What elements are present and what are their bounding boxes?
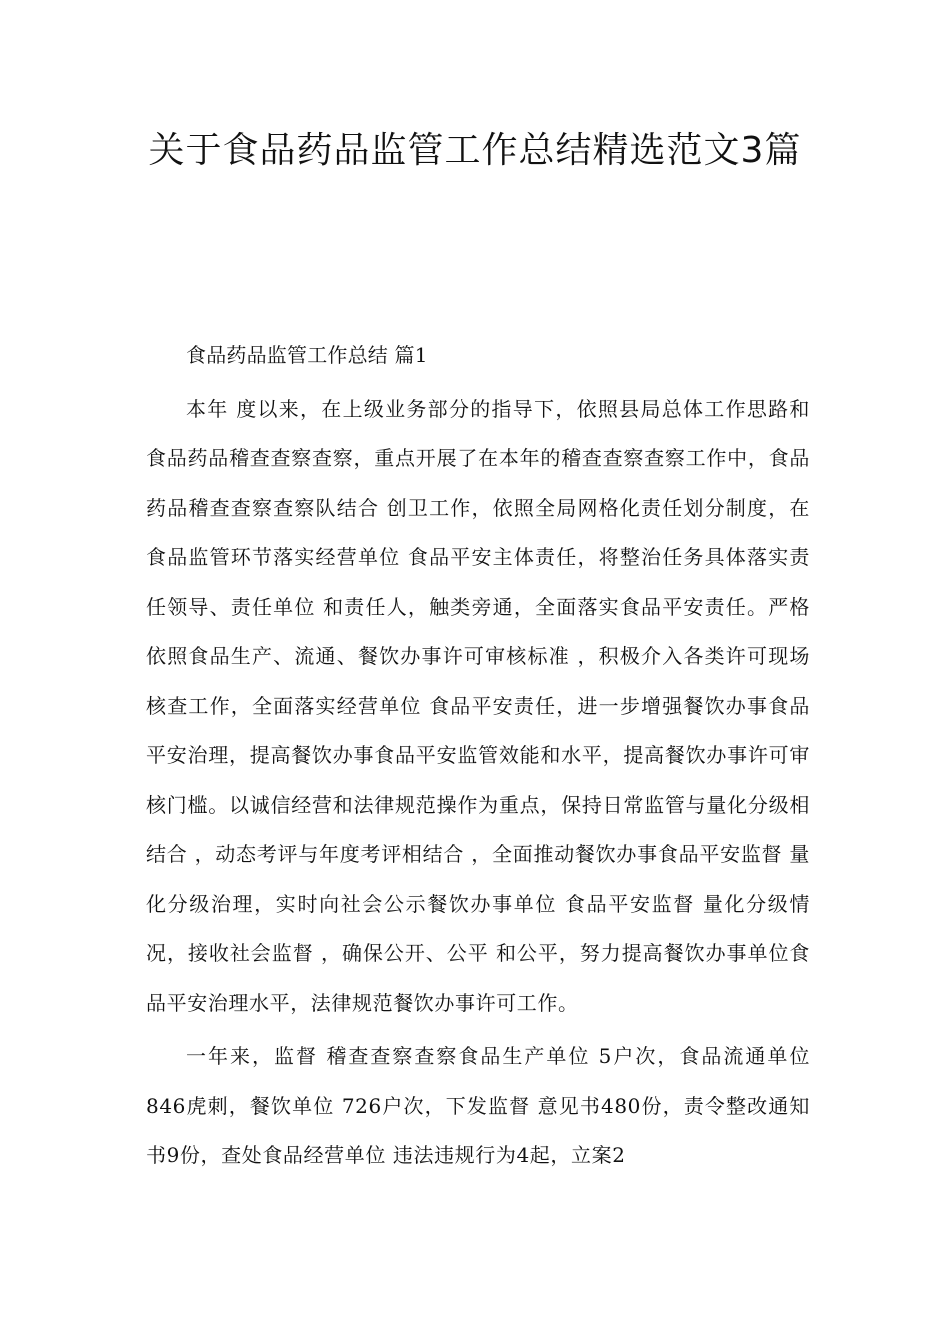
document-body: [146, 331, 810, 1181]
section-heading: 食品药品监管工作总结 篇1: [186, 343, 428, 367]
body-paragraph: 一年来，监督 稽查查察查察食品生产单位 5户次，食品流通单位 846虎刺，餐饮单位 726户次，下发监督 意见书480份，责令整改通知书9份，查处食品经营单位 违法违规行为4起，立案2: [146, 1044, 810, 1167]
body-paragraph: 本年 度以来，在上级业务部分的指导下，依照县局总体工作思路和食品药品稽查查察查察，重点开展了在本年的稽查查察查察工作中，食品药品稽查查察查察队结合 创卫工作，依照全局网格化责任划分制度，在食品监管环节落实经营单位 食品平安主体责任，将整治任务具体落实责任领导、责任单位 和责任人，触类旁通，全面落实食品平安责任。严格依照食品生产、流通、餐饮办事许可审核标准 ，积极介入各类许可现场核查工作，全面落实经营单位 食品平安责任，进一步增强餐饮办事食品平安治理，提高餐饮办事食品平安监管效能和水平，提高餐饮办事许可审核门槛。以诚信经营和法律规范操作为重点，保持日常监管与量化分级相结合 ，动态考评与年度考评相结合 ，全面推动餐饮办事食品平安监督 量化分级治理，实时向社会公示餐饮办事单位 食品平安监督 量化分级情况，接收社会监督 ，确保公开、公平 和公平，努力提高餐饮办事单位食品平安治理水平，法律规范餐饮办事许可工作。: [146, 396, 810, 1015]
document-title: 关于食品药品监管工作总结精选范文3篇: [148, 130, 802, 171]
